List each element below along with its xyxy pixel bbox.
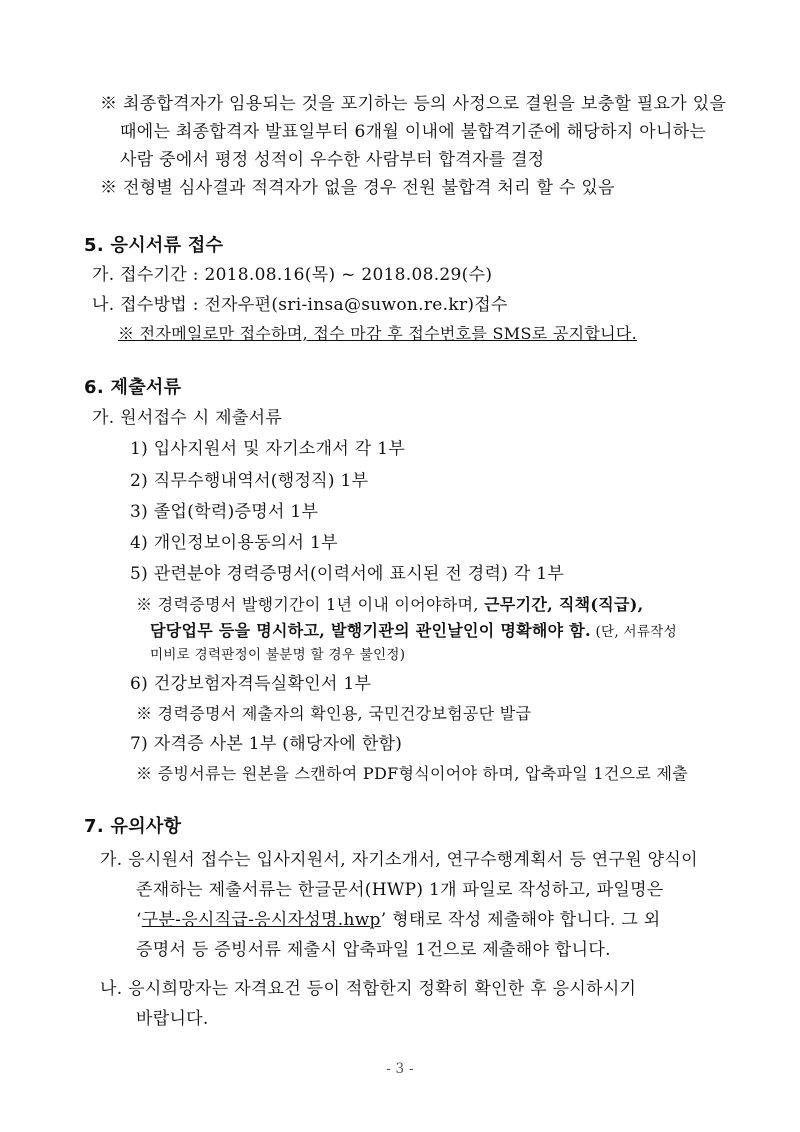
section-6-subheading: 가. 원서접수 시 제출서류 [92, 408, 283, 428]
caution-b-line1: 나. 응시희망자는 자격요건 등이 적합한지 정확히 확인한 후 응시하시기 [100, 979, 637, 999]
page-number: - 3 - [386, 1061, 414, 1077]
section-5-heading: 5. 응시서류 접수 [84, 235, 224, 256]
note-final-candidates-line1: ※ 최종합격자가 임용되는 것을 포기하는 등의 사정으로 결원을 보충할 필요가 있을 [100, 94, 727, 114]
filename-format: 구분-응시직급-응시자성명.hwp [141, 910, 381, 930]
doc-item-5-note-line1 [136, 593, 644, 617]
doc-item-7: 7) 자격증 사본 1부 (해당자에 한함) [130, 734, 403, 754]
note-final-candidates-line2: 때에는 최종합격자 발표일부터 6개월 이내에 불합격기준에 해당하지 아니하는 [120, 122, 707, 142]
doc-item-1: 1) 입사지원서 및 자기소개서 각 1부 [130, 439, 406, 459]
note-final-candidates-line3: 사람 중에서 평정 성적이 우수한 사람부터 합격자를 결정 [120, 150, 545, 170]
note-small-text: (단, 서류작성 [590, 624, 677, 640]
section-7-heading: 7. 유의사항 [84, 816, 182, 837]
doc-item-5-note-line2 [150, 619, 677, 644]
note-text: ※ 경력증명서 발행기간이 1년 이내 이어야하며, [136, 595, 485, 614]
note-bold-text: 담당업무 등을 명시하고, 발행기관의 관인날인이 명확해야 함. [150, 621, 591, 640]
note-no-qualified: ※ 전형별 심사결과 적격자가 없을 경우 전원 불합격 처리 할 수 있음 [100, 178, 615, 198]
doc-item-5-note-line3: 미비로 경력판정이 불분명 할 경우 불인정) [150, 647, 406, 663]
caution-a-line1: 가. 응시원서 접수는 입사지원서, 자기소개서, 연구수행계획서 등 연구원 양식이 [100, 850, 698, 870]
note-bold-text: 근무기간, 직책(직급), [484, 595, 644, 614]
doc-item-6-note: ※ 경력증명서 제출자의 확인용, 국민건강보험공단 발급 [136, 704, 532, 723]
doc-item-7-note: ※ 증빙서류는 원본을 스캔하여 PDF형식이어야 하며, 압축파일 1건으로 제출 [136, 764, 689, 783]
caution-text: ’ 형태로 작성 제출해야 합니다. 그 외 [380, 910, 661, 930]
section-5-method: 나. 접수방법 : 전자우편(sri-insa@suwon.re.kr)접수 [92, 295, 508, 315]
section-6-heading: 6. 제출서류 [84, 377, 182, 398]
caution-a-line3 [136, 908, 661, 932]
quote-open: ‘ [136, 910, 142, 930]
section-5-period: 가. 접수기간 : 2018.08.16(목) ~ 2018.08.29(수) [92, 265, 493, 285]
section-5-email-note: ※ 전자메일로만 접수하며, 접수 마감 후 접수번호를 SMS로 공지합니다. [118, 324, 638, 343]
doc-item-2: 2) 직무수행내역서(행정직) 1부 [130, 471, 369, 491]
doc-item-6: 6) 건강보험자격득실확인서 1부 [130, 674, 372, 694]
doc-item-5: 5) 관련분야 경력증명서(이력서에 표시된 전 경력) 각 1부 [130, 564, 565, 584]
doc-item-4: 4) 개인정보이용동의서 1부 [130, 533, 338, 553]
doc-item-3: 3) 졸업(학력)증명서 1부 [130, 502, 319, 522]
caution-a-line4: 증명서 등 증빙서류 제출시 압축파일 1건으로 제출해야 합니다. [136, 940, 611, 960]
caution-a-line2: 존재하는 제출서류는 한글문서(HWP) 1개 파일로 작성하고, 파일명은 [136, 880, 664, 900]
caution-b-line2: 바랍니다. [136, 1009, 209, 1029]
